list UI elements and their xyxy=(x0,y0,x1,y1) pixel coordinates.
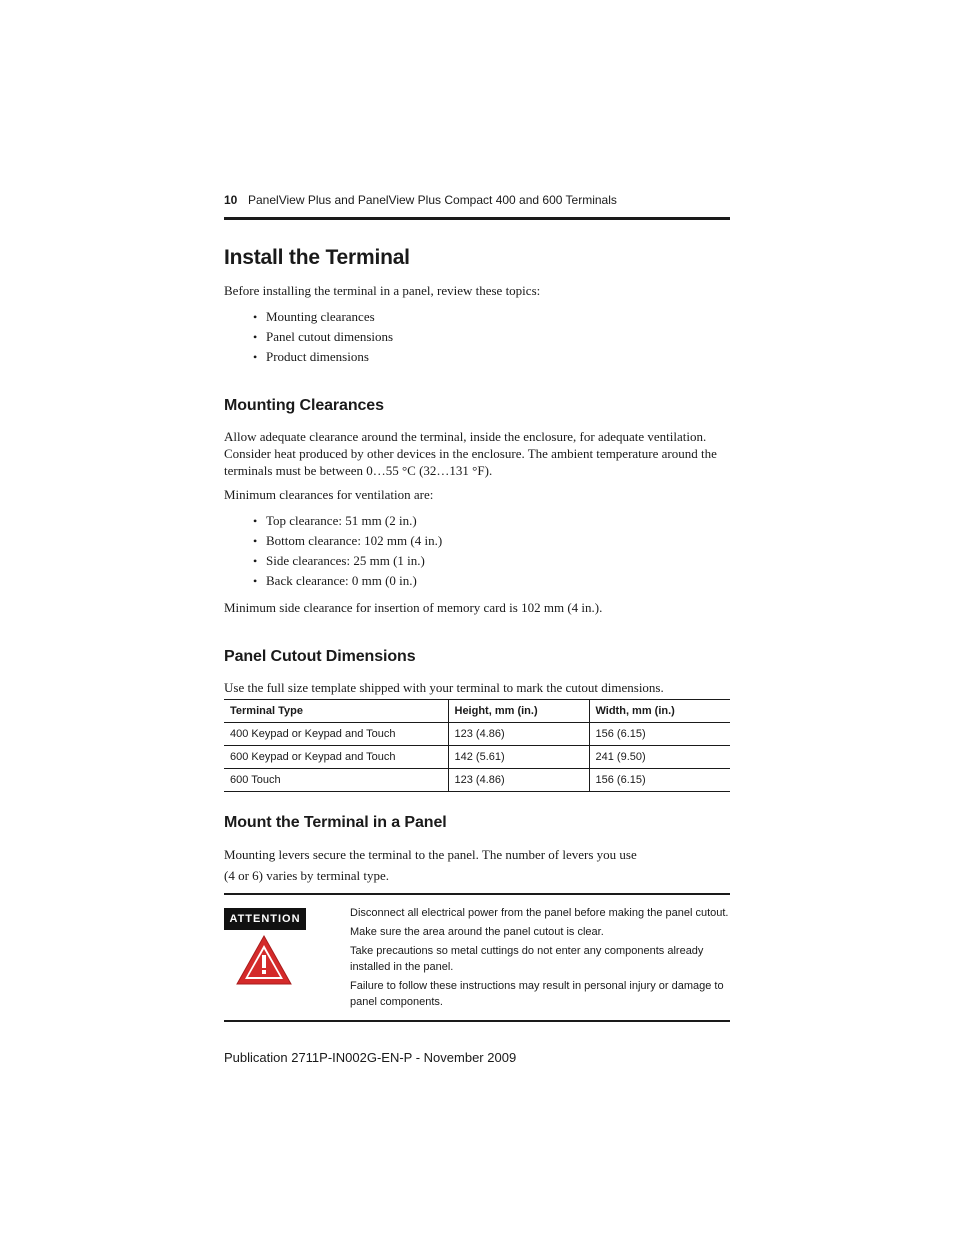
table-cell: 156 (6.15) xyxy=(589,723,730,746)
list-item: • Bottom clearance: 102 mm (4 in.) xyxy=(253,532,442,552)
table-cell: 142 (5.61) xyxy=(448,746,589,769)
column-header: Height, mm (in.) xyxy=(448,700,589,723)
mounting-clearances-para3: Minimum side clearance for insertion of memory card is 102 mm (4 in.). xyxy=(224,600,603,615)
attention-line: Take precautions so metal cuttings do not enter any components already installed in the panel. xyxy=(350,945,704,973)
header-title: PanelView Plus and PanelView Plus Compact 400 and 600 Terminals xyxy=(248,193,617,207)
column-header: Width, mm (in.) xyxy=(589,700,730,723)
mount-panel-line1: Mounting levers secure the terminal to the panel. The number of levers you use xyxy=(224,847,637,862)
install-heading: Install the Terminal xyxy=(224,246,410,269)
panel-cutout-intro: Use the full size template shipped with your terminal to mark the cutout dimensions. xyxy=(224,680,664,695)
page-number: 10 xyxy=(224,193,238,207)
attention-line: Failure to follow these instructions may result in personal injury or damage to panel components. xyxy=(350,980,724,1008)
mounting-clearances-para1: Allow adequate clearance around the terminal, inside the enclosure, for adequate ventilation. Consider heat produced by other devices in the enclosure. The ambient temperature around the terminals must be between 0…55 °C (32…131 °F). xyxy=(224,429,717,478)
table-cell: 123 (4.86) xyxy=(448,769,589,792)
mounting-clearances-heading: Mounting Clearances xyxy=(224,397,384,414)
table-row xyxy=(224,746,730,769)
table-cell: 400 Keypad or Keypad and Touch xyxy=(224,723,448,746)
table-cell: 123 (4.86) xyxy=(448,723,589,746)
list-item: • Back clearance: 0 mm (0 in.) xyxy=(253,572,442,592)
table-cell: 600 Keypad or Keypad and Touch xyxy=(224,746,448,769)
table-cell: 241 (9.50) xyxy=(589,746,730,769)
publication-footer: Publication 2711P-IN002G-EN-P - November 2009 xyxy=(224,1050,517,1065)
table-cell: 156 (6.15) xyxy=(589,769,730,792)
mount-panel-line2: (4 or 6) varies by terminal type. xyxy=(224,868,389,883)
list-item: • Top clearance: 51 mm (2 in.) xyxy=(253,512,442,532)
list-item: • Mounting clearances xyxy=(253,308,393,328)
panel-cutout-heading: Panel Cutout Dimensions xyxy=(224,648,416,665)
cutout-dimensions-table xyxy=(224,699,730,792)
attention-line: Make sure the area around the panel cutout is clear. xyxy=(350,926,604,938)
attention-text xyxy=(350,905,730,1013)
list-item: • Panel cutout dimensions xyxy=(253,328,393,348)
table-row xyxy=(224,769,730,792)
list-item: • Product dimensions xyxy=(253,348,393,368)
install-topics-list xyxy=(253,308,393,368)
attention-box xyxy=(224,893,730,1022)
table-cell: 600 Touch xyxy=(224,769,448,792)
column-header: Terminal Type xyxy=(224,700,448,723)
mounting-clearances-para2: Minimum clearances for ventilation are: xyxy=(224,487,434,502)
table-row xyxy=(224,723,730,746)
attention-label: ATTENTION xyxy=(224,908,306,930)
clearances-list xyxy=(253,512,442,592)
page-header xyxy=(224,191,730,220)
warning-triangle-icon xyxy=(234,933,294,992)
table-header-row xyxy=(224,700,730,723)
mount-panel-heading: Mount the Terminal in a Panel xyxy=(224,814,447,831)
install-intro: Before installing the terminal in a panel, review these topics: xyxy=(224,283,541,298)
list-item: • Side clearances: 25 mm (1 in.) xyxy=(253,552,442,572)
attention-line: Disconnect all electrical power from the panel before making the panel cutout. xyxy=(350,907,729,919)
